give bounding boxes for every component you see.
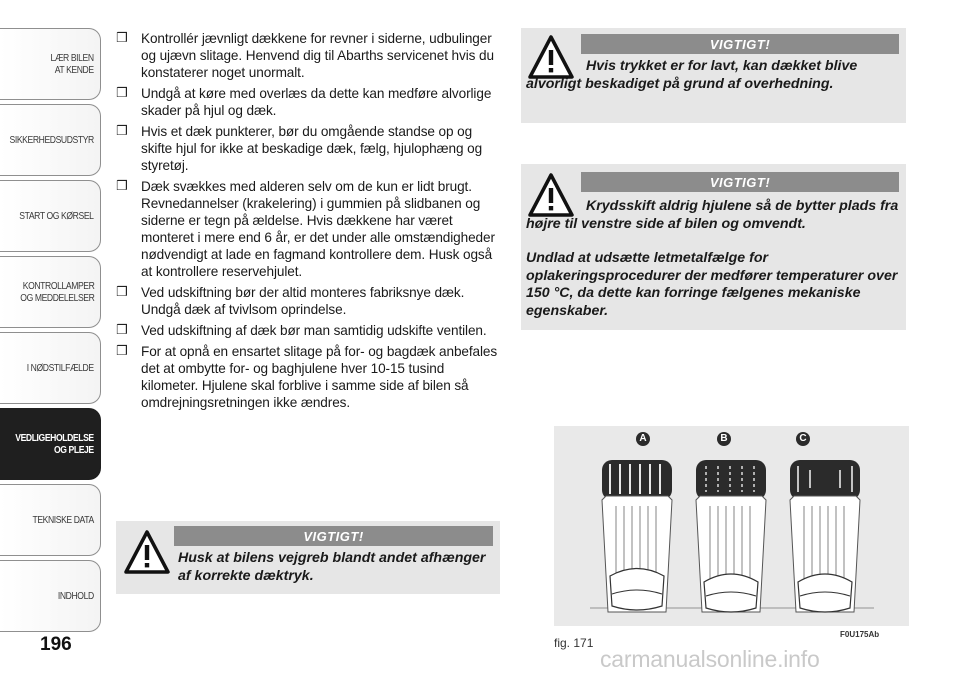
marker-c: C — [796, 432, 810, 446]
warning-heading-bar — [174, 526, 493, 546]
bullet-list — [116, 30, 501, 415]
checkbox-bullet-icon: ❒ — [116, 179, 128, 194]
warning-heading-bar — [581, 34, 899, 54]
checkbox-bullet-icon: ❒ — [116, 344, 128, 359]
warning-box-low-pressure — [521, 28, 906, 123]
tab-label: TEKNISKE DATA — [32, 514, 94, 526]
tab-label: START OG KØRSEL — [19, 210, 94, 222]
warning-heading-bar — [581, 172, 899, 192]
tire-b — [696, 460, 766, 612]
list-item-text: Dæk svækkes med alderen selv om de kun er lidt brugt. Revnedannelser (krakelering) i gummien på slidbanen og siderne er tegn på ældelse. Hvis dækkene har været monteret i mere end 6 år, er det under alle omstændigheder nødvendigt at lade en fagmand kontrollere dem. Husk også at kontrollere reservehjulet. — [141, 179, 495, 279]
watermark: carmanualsonline.info — [600, 646, 820, 672]
list-item-text: Kontrollér jævnligt dækkene for revner i siderne, udbulinger og ujævn slitage. Henvend dig til Abarths servicenet hvis du konstaterer noget unormalt. — [141, 31, 494, 80]
tab-indhold[interactable] — [0, 560, 101, 632]
list-item — [116, 85, 501, 119]
tab-label: VEDLIGEHOLDELSE OG PLEJE — [15, 432, 94, 456]
tire-c — [790, 460, 860, 612]
tab-label: INDHOLD — [58, 590, 94, 602]
list-item — [116, 322, 501, 339]
tab-label: LÆR BILEN AT KENDE — [50, 52, 94, 76]
warning-box-tire-grip — [116, 521, 500, 594]
checkbox-bullet-icon: ❒ — [116, 124, 128, 139]
checkbox-bullet-icon: ❒ — [116, 323, 128, 338]
tab-laer-bilen-at-kende[interactable] — [0, 28, 101, 100]
tire-wear-figure — [554, 426, 909, 626]
warning-heading: VIGTIGT! — [709, 36, 771, 52]
list-item-text: Undgå at køre med overlæs da dette kan medføre alvorlige skader på hjul og dæk. — [141, 86, 492, 118]
checkbox-bullet-icon: ❒ — [116, 86, 128, 101]
warning-heading: VIGTIGT! — [303, 528, 364, 544]
tab-tekniske-data[interactable] — [0, 484, 101, 556]
tab-label: SIKKERHEDSUDSTYR — [9, 134, 94, 146]
list-item-text: Ved udskiftning bør der altid monteres fabriksnye dæk. Undgå dæk af tvivlsom oprindelse. — [141, 285, 465, 317]
warning-text: Hvis trykket er for lavt, kan dækket blive alvorligt beskadiget på grund af overhedning. — [526, 58, 858, 92]
list-item — [116, 123, 501, 174]
tab-i-nodstilfaelde[interactable] — [0, 332, 101, 404]
list-item-text: Hvis et dæk punkterer, bør du omgående standse op og skifte hjul for ikke at beskadige dæk, fælg, hjulophæng og styretøj. — [141, 124, 483, 173]
warning-heading: VIGTIGT! — [709, 174, 771, 190]
warning-box-wheel-rotation — [521, 164, 906, 330]
list-item — [116, 178, 501, 280]
tab-vedligeholdelse-og-pleje[interactable] — [0, 408, 101, 480]
checkbox-bullet-icon: ❒ — [116, 285, 128, 300]
tire-a — [602, 460, 672, 612]
list-item-text: Ved udskiftning af dæk bør man samtidig udskifte ventilen. — [141, 323, 487, 338]
warning-text: Undlad at udsætte letmetalfælge for oplakeringsprocedurer der medfører temperaturer over 150 °C, da dette kan forringe fælgenes mekaniske egenskaber. — [526, 250, 898, 319]
tab-kontrollamper[interactable] — [0, 256, 101, 328]
warning-triangle-icon — [122, 527, 172, 577]
tab-start-og-korsel[interactable] — [0, 180, 101, 252]
list-item — [116, 343, 501, 411]
tab-label: I NØDSTILFÆLDE — [27, 362, 94, 374]
checkbox-bullet-icon: ❒ — [116, 31, 128, 46]
figure-caption: fig. 171 — [554, 636, 594, 650]
marker-b: B — [717, 432, 731, 446]
list-item — [116, 30, 501, 81]
warning-text: Husk at bilens vejgreb blandt andet afhænger af korrekte dæktryk. — [178, 550, 486, 584]
tire-wear-illustration — [554, 426, 909, 626]
tab-sikkerhedsudstyr[interactable] — [0, 104, 101, 176]
figure-code: F0U175Ab — [840, 630, 880, 639]
list-item-text: For at opnå en ensartet slitage på for- og bagdæk anbefales det at ombytte for- og baghjulene hver 10-15 tusind kilometer. Hjulene skal forblive i samme side af bilen så omdrejningsretningen ikke ændres. — [141, 344, 498, 410]
warning-text: Krydsskift aldrig hjulene så de bytter plads fra højre til venstre side af bilen og omvendt. — [526, 198, 899, 232]
page-number: 196 — [40, 634, 72, 655]
tab-label: KONTROLLAMPER OG MEDDELELSER — [19, 280, 94, 304]
marker-a: A — [636, 432, 650, 446]
list-item — [116, 284, 501, 318]
